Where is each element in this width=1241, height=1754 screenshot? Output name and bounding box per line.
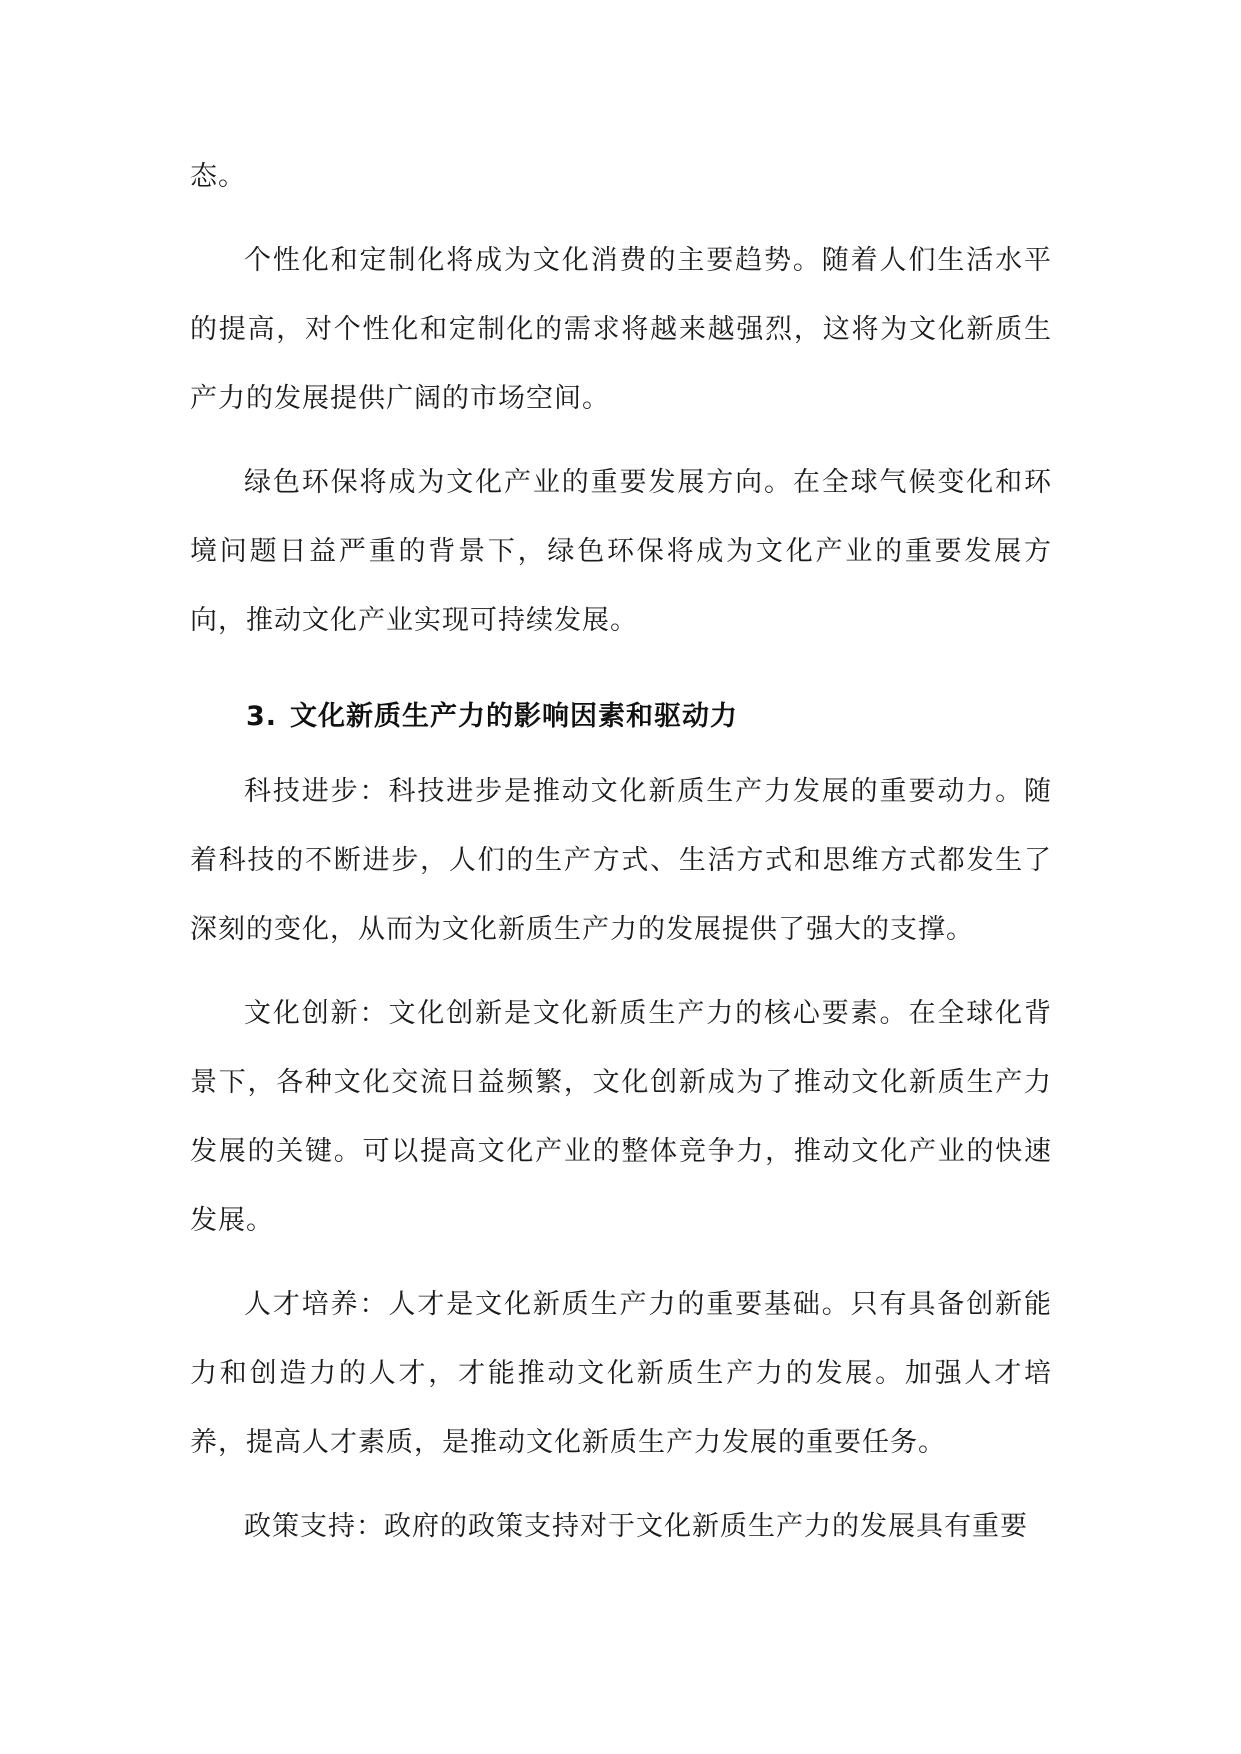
paragraph-tech-progress: 科技进步：科技进步是推动文化新质生产力发展的重要动力。随着科技的不断进步，人们的生产方式、生活方式和思维方式都发生了深刻的变化，从而为文化新质生产力的发展提供了强大的支撑。 (190, 776, 1052, 945)
document-body (190, 142, 1052, 1576)
paragraph-cultural-innovation: 文化创新：文化创新是文化新质生产力的核心要素。在全球化背景下，各种文化交流日益频繁，文化创新成为了推动文化新质生产力发展的关键。可以提高文化产业的整体竞争力，推动文化产业的快速发展。 (190, 998, 1052, 1236)
paragraph-continuation: 态。 (190, 161, 246, 192)
section-number: 3. (246, 701, 278, 732)
paragraph-talent-cultivation: 人才培养：人才是文化新质生产力的重要基础。只有具备创新能力和创造力的人才，才能推动文化新质生产力的发展。加强人才培养，提高人才素质，是推动文化新质生产力发展的重要任务。 (190, 1289, 1052, 1458)
paragraph-green-environment: 绿色环保将成为文化产业的重要发展方向。在全球气候变化和环境问题日益严重的背景下，绿色环保将成为文化产业的重要发展方向，推动文化产业实现可持续发展。 (190, 467, 1052, 636)
section-heading (190, 687, 1052, 747)
section-title: 文化新质生产力的影响因素和驱动力 (290, 701, 738, 732)
paragraph-personalization: 个性化和定制化将成为文化消费的主要趋势。随着人们生活水平的提高，对个性化和定制化的需求将越来越强烈，这将为文化新质生产力的发展提供广阔的市场空间。 (190, 245, 1052, 414)
paragraph-policy-support: 政策支持：政府的政策支持对于文化新质生产力的发展具有重要 (244, 1511, 1028, 1542)
